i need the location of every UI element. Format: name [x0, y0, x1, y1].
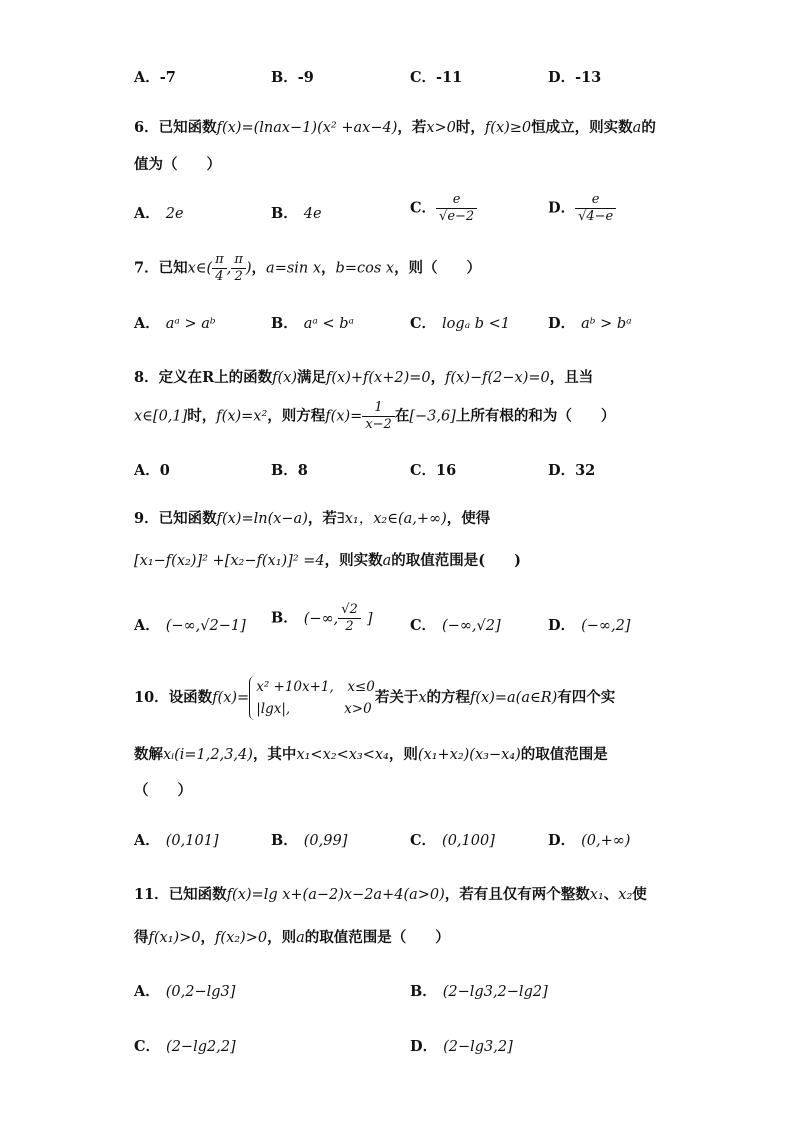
- q9-stem: 9．已知函数f(x)=ln(x−a)，若∃x₁，x₂∈(a,+∞)，使得: [134, 510, 491, 527]
- q10-piecewise: x² +10x+1, x≤0 |lgx|, x>0: [249, 676, 375, 720]
- q7-option-b[interactable]: B． aᵃ < bᵃ: [271, 315, 354, 332]
- q9-stem-line2: [x₁−f(x₂)]² +[x₂−f(x₁)]² =4，则实数a的取值范围是( ): [134, 552, 522, 569]
- q11-option-b[interactable]: B． (2−lg3,2−lg2]: [410, 983, 548, 1000]
- q11-option-d[interactable]: D． (2−lg3,2]: [410, 1038, 513, 1055]
- q10-option-b[interactable]: B． (0,99]: [271, 832, 348, 849]
- q5-options: [134, 66, 754, 90]
- q5-option-c[interactable]: C．-11: [410, 69, 463, 86]
- q10-options: [134, 829, 754, 853]
- q7-options: [134, 312, 754, 336]
- q9-option-d[interactable]: D． (−∞,2]: [548, 617, 631, 634]
- q8-option-c[interactable]: C．16: [410, 462, 457, 479]
- q11-options-row2: [134, 1035, 754, 1059]
- q8-option-b[interactable]: B．8: [271, 462, 308, 479]
- q6-option-a[interactable]: A． 2e: [134, 205, 184, 222]
- q10-option-d[interactable]: D． (0,+∞): [548, 832, 631, 849]
- q6-option-d[interactable]: D． $\frac{e}{√4-e}$: [548, 192, 616, 225]
- q11-stem: 11．已知函数f(x)=lg x+(a−2)x−2a+4(a>0)，若有且仅有两个整数x₁、x₂使: [134, 886, 647, 903]
- q11-option-c[interactable]: C． (2−lg2,2]: [134, 1038, 236, 1055]
- q9-option-b[interactable]: B． (−∞, $\frac{√2}{2}$ ]: [271, 602, 373, 634]
- q8-stem-line2: x∈[0,1]时，f(x)=x²，则方程f(x)= $\frac{1}{x-2}$ 在[−3,6]上所有根的和为（ ）: [134, 400, 616, 432]
- q5-option-b[interactable]: B．-9: [271, 69, 314, 86]
- q6-option-b[interactable]: B． 4e: [271, 205, 322, 222]
- q6-option-c[interactable]: C． $\frac{e}{√e-2}$: [410, 192, 477, 225]
- q7-option-a[interactable]: A． aᵃ > aᵇ: [134, 315, 216, 332]
- q8-option-a[interactable]: A．0: [134, 462, 170, 479]
- q9-option-c[interactable]: C． (−∞,√2]: [410, 617, 501, 634]
- q6-stem: 6．已知函数f(x)=(lnax−1)(x² +ax−4)，若x>0时，f(x)≥0恒成立，则实数a的: [134, 119, 656, 136]
- q8-options: [134, 459, 754, 483]
- q9-option-a[interactable]: A． (−∞,√2−1]: [134, 617, 246, 634]
- q11-options-row1: [134, 980, 754, 1004]
- q7-option-c[interactable]: C． logₐ b <1: [410, 315, 511, 332]
- q10-option-a[interactable]: A． (0,101]: [134, 832, 219, 849]
- q7-stem: 7．已知x∈( $\frac{\pi}{4}$ , $\frac{\pi}{2}$ )，a=sin x，b=cos x，则（ ）: [134, 252, 482, 284]
- q10-option-c[interactable]: C． (0,100]: [410, 832, 495, 849]
- q5-option-a[interactable]: A．-7: [134, 69, 176, 86]
- q11-option-a[interactable]: A． (0,2−lg3]: [134, 983, 236, 1000]
- q8-stem: 8．定义在R上的函数f(x)满足f(x)+f(x+2)=0，f(x)−f(2−x)=0，且当: [134, 369, 594, 386]
- q6-options: [134, 192, 754, 226]
- q10-stem: 10．设函数f(x)= x² +10x+1, x≤0 |lgx|, x>0 若关于x的方程f(x)=a(a∈R)有四个实: [134, 676, 615, 720]
- q9-options: [134, 602, 754, 638]
- q8-option-d[interactable]: D．32: [548, 462, 596, 479]
- q5-option-d[interactable]: D．-13: [548, 69, 602, 86]
- q10-stem-line3: （ ）: [134, 782, 192, 799]
- q10-stem-line2: 数解xᵢ(i=1,2,3,4)，其中x₁<x₂<x₃<x₄，则(x₁+x₂)(x₃−x₄)的取值范围是: [134, 746, 608, 763]
- q7-option-d[interactable]: D． aᵇ > bᵃ: [548, 315, 632, 332]
- q11-stem-line2: 得f(x₁)>0，f(x₂)>0，则a的取值范围是（ ）: [134, 929, 450, 946]
- q6-stem-line2: 值为（ ）: [134, 156, 221, 173]
